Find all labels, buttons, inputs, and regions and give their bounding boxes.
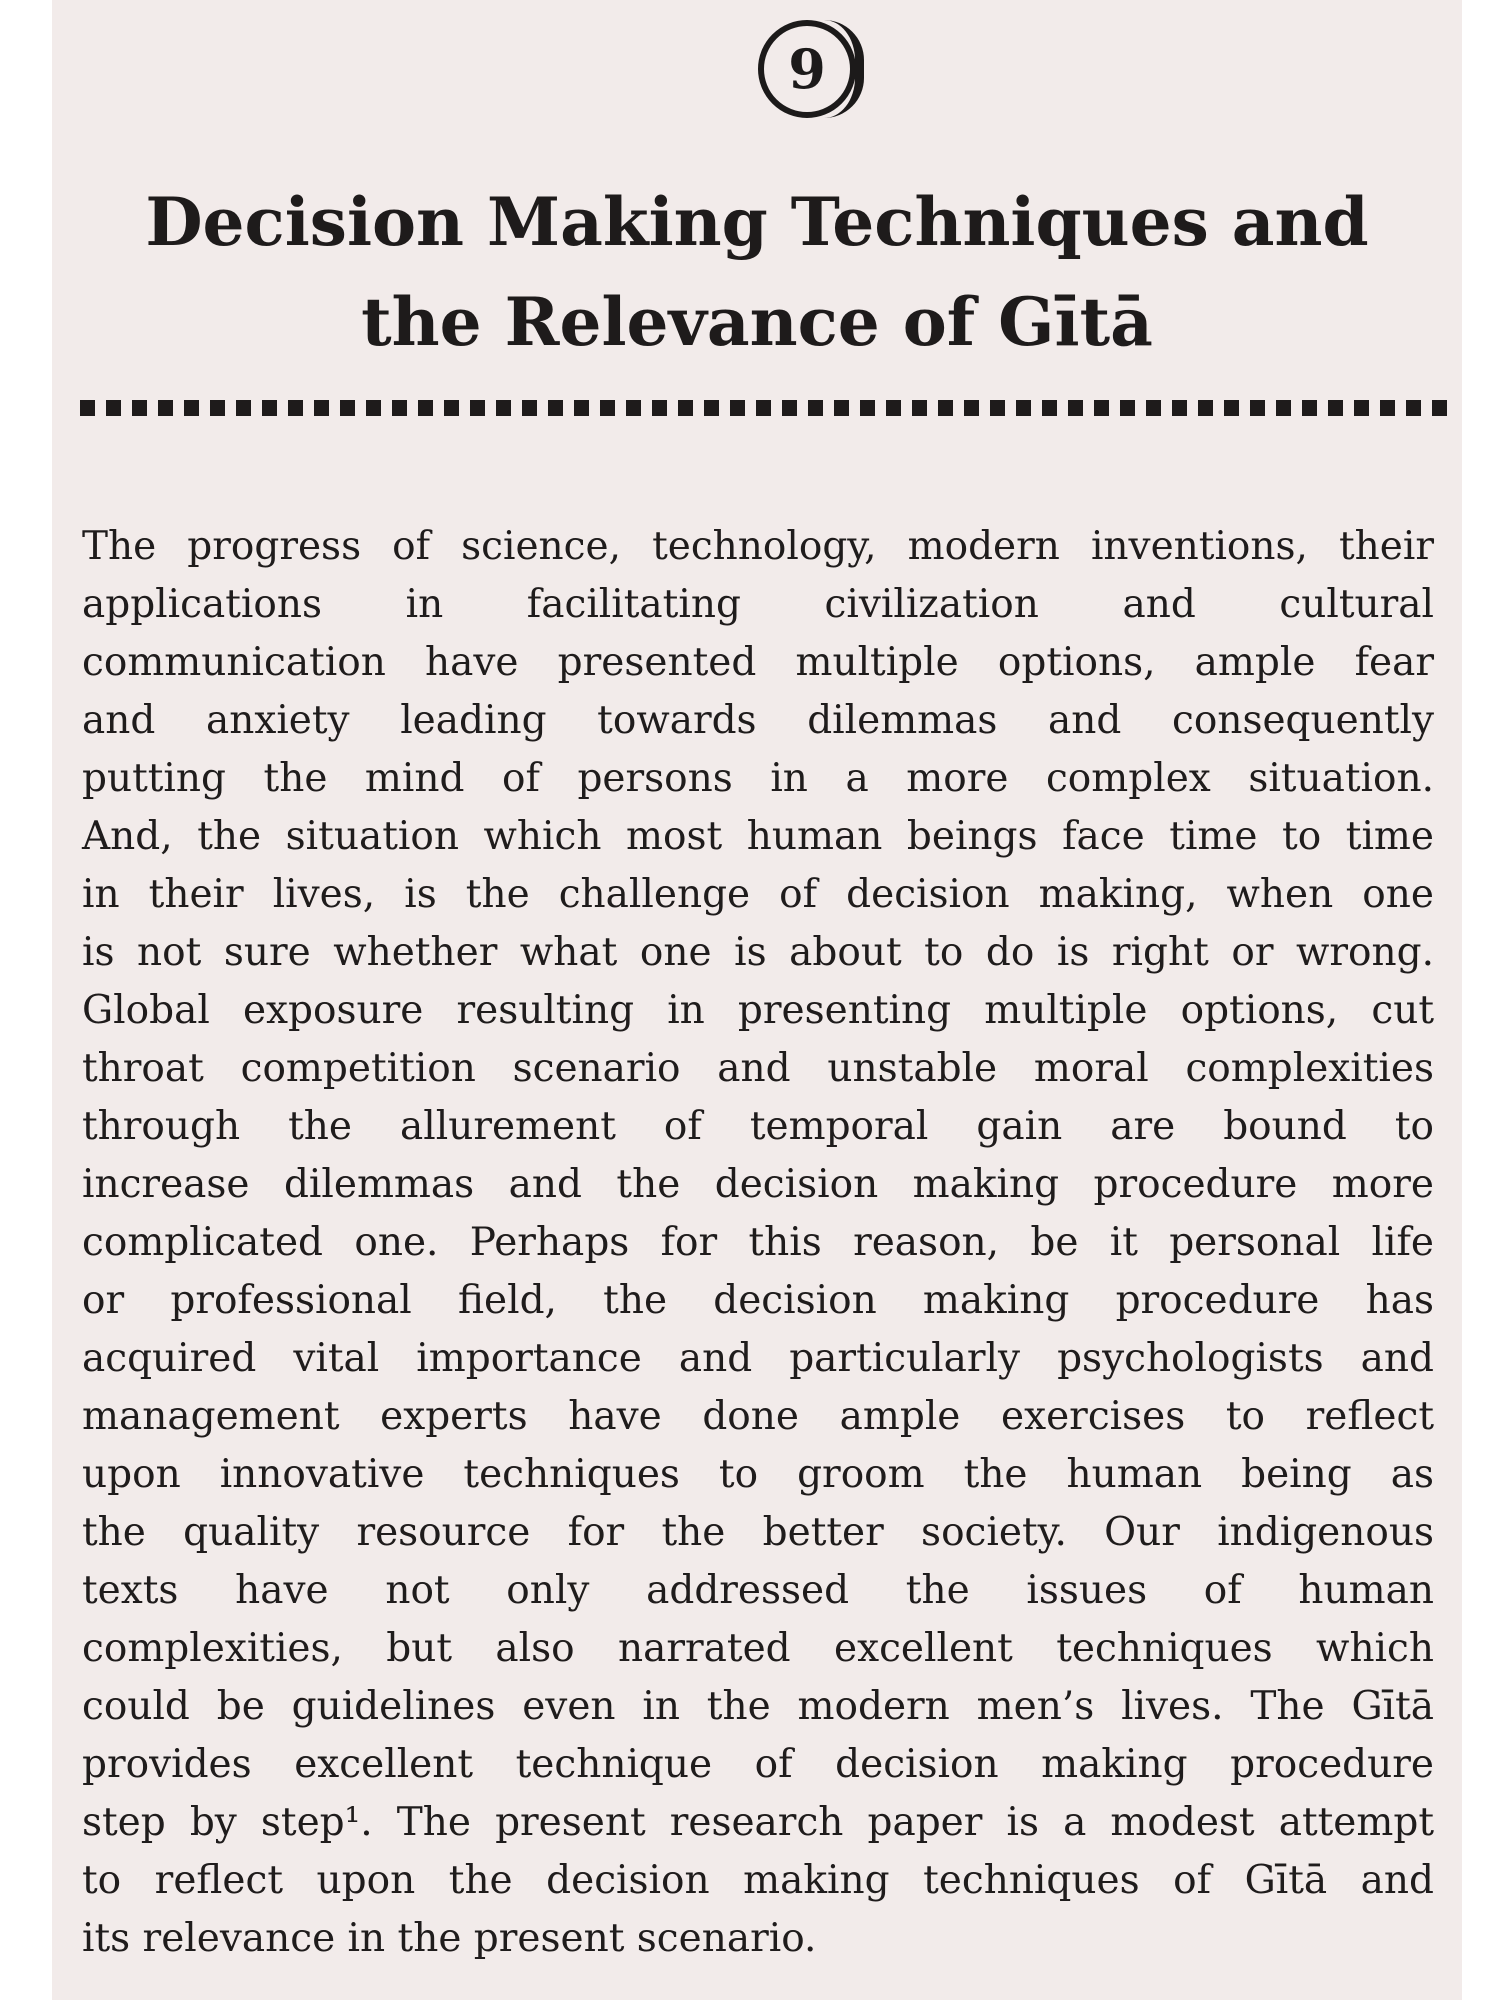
text-line: is not sure whether what one is about to do is right or wrong. [82,930,1434,975]
text-line: complicated one. Perhaps for this reason, be it personal life [82,1220,1434,1265]
text-line: the quality resource for the better society. Our indigenous [82,1510,1434,1555]
text-line: or professional field, the decision making procedure has [82,1278,1434,1323]
text-line: its relevance in the present scenario. [82,1916,817,1961]
text-line: in their lives, is the challenge of decision making, when one [82,872,1434,917]
text-line: upon innovative techniques to groom the human being as [82,1452,1434,1497]
chapter-title-line-2: the Relevance of Gītā [361,283,1153,361]
text-line: putting the mind of persons in a more complex situation. [82,756,1434,801]
body-paragraph [82,518,1434,1968]
chapter-title [52,172,1462,372]
text-line: could be guidelines even in the modern men’s lives. The Gītā [82,1684,1434,1729]
text-line: communication have presented multiple options, ample fear [82,640,1434,685]
dotted-divider [80,400,1450,416]
text-line: through the allurement of temporal gain are bound to [82,1104,1434,1149]
text-line: provides excellent technique of decision making procedure [82,1742,1434,1787]
chapter-number-badge [758,20,856,118]
text-line: complexities, but also narrated excellent techniques which [82,1626,1434,1671]
chapter-number: 9 [788,37,826,101]
text-line: Global exposure resulting in presenting multiple options, cut [82,988,1434,1033]
text-line: applications in facilitating civilization and cultural [82,582,1434,627]
text-line: throat competition scenario and unstable moral complexities [82,1046,1434,1091]
book-page [52,0,1462,2000]
text-line: The progress of science, technology, modern inventions, their [82,524,1434,569]
text-line: acquired vital importance and particularly psychologists and [82,1336,1434,1381]
text-line: step by step¹. The present research paper is a modest attempt [82,1800,1434,1845]
text-line: management experts have done ample exercises to reflect [82,1394,1434,1439]
text-line: to reflect upon the decision making techniques of Gītā and [82,1858,1434,1903]
text-line: texts have not only addressed the issues of human [82,1568,1434,1613]
chapter-title-line-1: Decision Making Techniques and [145,183,1369,261]
text-line: and anxiety leading towards dilemmas and consequently [82,698,1434,743]
text-line: And, the situation which most human beings face time to time [82,814,1434,859]
text-line: increase dilemmas and the decision making procedure more [82,1162,1434,1207]
